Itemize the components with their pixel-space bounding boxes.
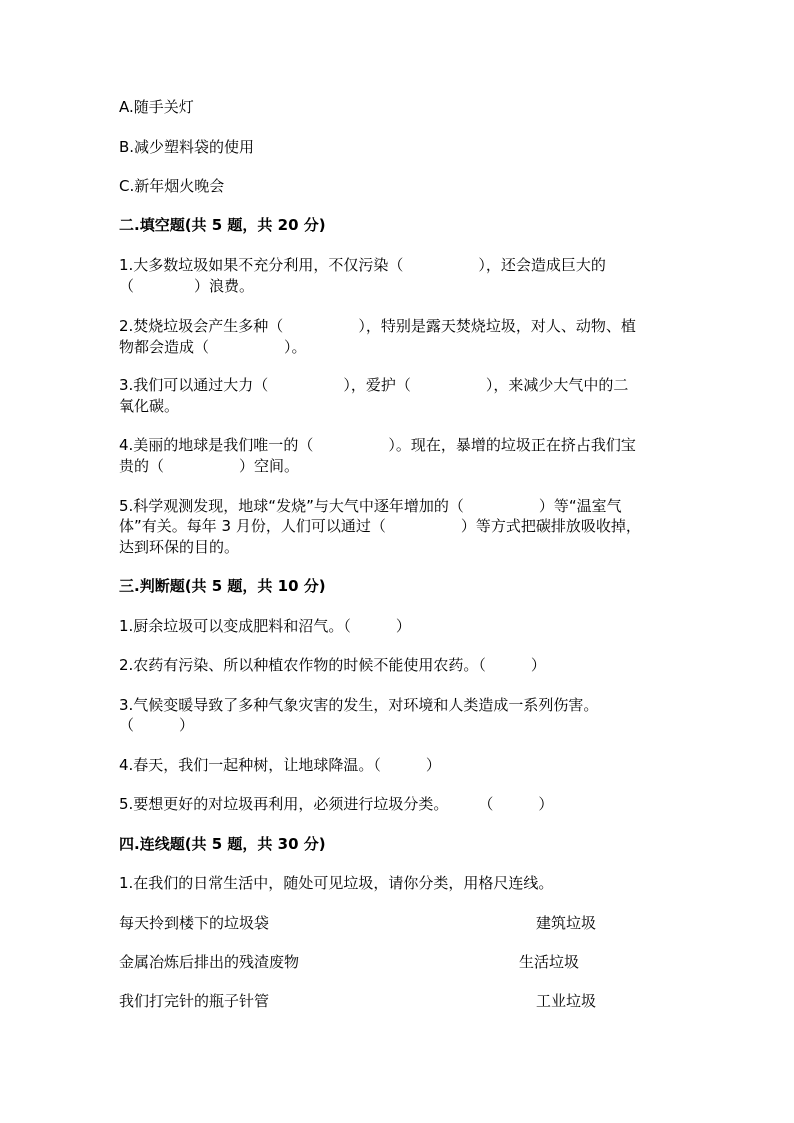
fill-q4-line1: 4.美丽的地球是我们唯一的（ ）。现在，暴增的垃圾正在挤占我们宝 [119,436,636,454]
option-c: C.新年烟火晚会 [119,177,225,195]
fill-q3-line1: 3.我们可以通过大力（ ），爱护（ ），来减少大气中的二 [119,376,629,394]
match-section-heading: 四.连线题(共 5 题，共 30 分) [119,835,326,853]
judge-q2: 2.农药有污染、所以种植农作物的时候不能使用农药。（ ） [119,656,546,674]
fill-q4-line2: 贵的（ ）空间。 [119,457,300,475]
match-q1: 1.在我们的日常生活中，随处可见垃圾，请你分类，用格尺连线。 [119,874,554,892]
fill-q1-line2: （ ）浪费。 [119,277,255,295]
fill-q2-line1: 2.焚烧垃圾会产生多种（ ），特别是露天焚烧垃圾，对人、动物、植 [119,317,636,335]
judge-q5: 5.要想更好的对垃圾再利用，必须进行垃圾分类。 （ ） [119,795,554,813]
match-right-2: 生活垃圾 [519,953,580,971]
match-right-3: 工业垃圾 [536,992,597,1010]
judge-section-heading: 三.判断题(共 5 题，共 10 分) [119,577,326,595]
option-a: A.随手关灯 [119,98,194,116]
match-left-2: 金属冶炼后排出的残渣废物 [119,953,300,971]
judge-q3-line2: （ ） [119,716,195,734]
match-left-3: 我们打完针的瓶子针管 [119,992,270,1010]
judge-q1: 1.厨余垃圾可以变成肥料和沼气。（ ） [119,617,411,635]
judge-q3-line1: 3.气候变暖导致了多种气象灾害的发生，对环境和人类造成一系列伤害。 [119,696,599,714]
match-right-1: 建筑垃圾 [536,914,597,932]
match-left-1: 每天拎到楼下的垃圾袋 [119,914,270,932]
fill-q1-line1: 1.大多数垃圾如果不充分利用，不仅污染（ ），还会造成巨大的 [119,256,606,274]
option-b: B.减少塑料袋的使用 [119,138,255,156]
fill-q5-line3: 达到环保的目的。 [119,538,240,556]
judge-q4: 4.春天，我们一起种树，让地球降温。（ ） [119,756,441,774]
fill-section-heading: 二.填空题(共 5 题，共 20 分) [119,216,326,234]
fill-q3-line2: 氧化碳。 [119,397,180,415]
fill-q5-line1: 5.科学观测发现，地球“发烧”与大气中逐年增加的（ ）等“温室气 [119,497,622,515]
fill-q2-line2: 物都会造成（ ）。 [119,338,307,356]
fill-q5-line2: 体”有关。每年 3 月份，人们可以通过（ ）等方式把碳排放吸收掉， [119,517,641,535]
